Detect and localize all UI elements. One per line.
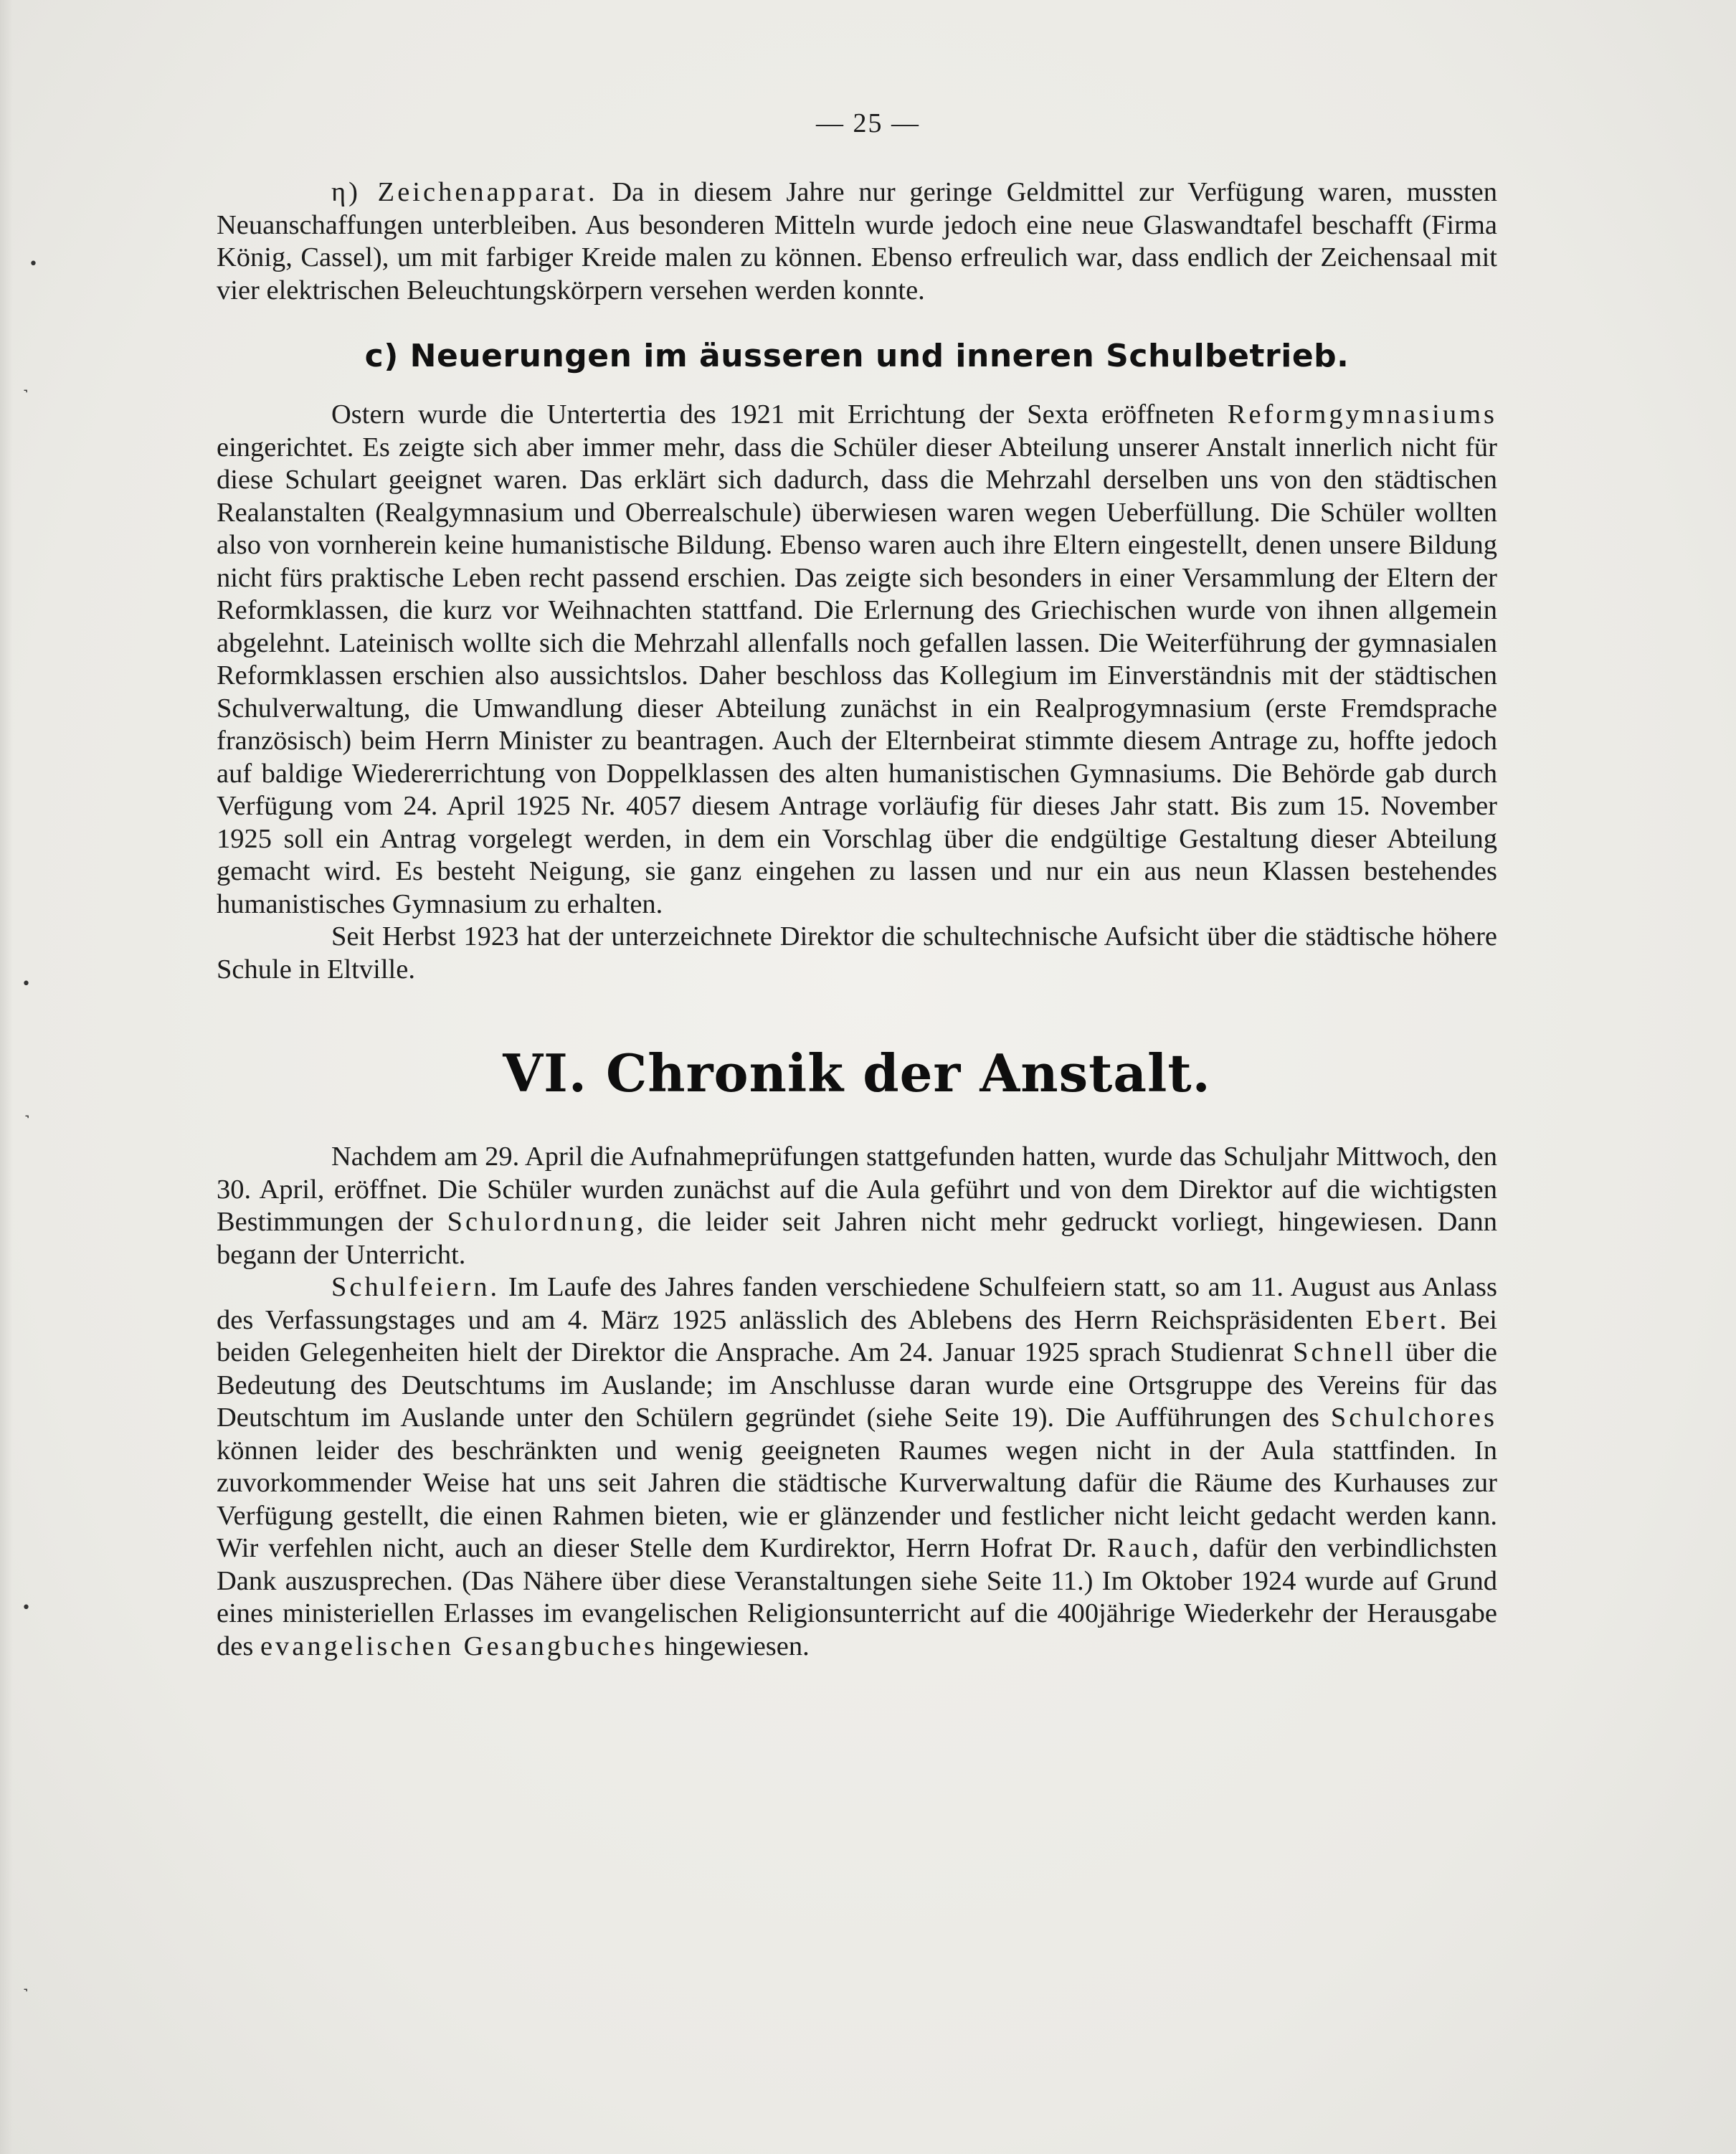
paragraph-zeichenapparat bbox=[217, 176, 1497, 307]
paragraph-text: , dafür den verbindlichsten Dank auszusprechen. (Das Nähere über diese Veranstaltungen siehe Seite 11.) Im Oktober 1924 wurde auf Grund eines ministeriellen Erlasses im evangelischen Religionsunterricht auf die 400jährige Wiederkehr der Herausgabe des bbox=[217, 1533, 1497, 1661]
spaced-term: Reformgymnasiums bbox=[1227, 399, 1498, 430]
spaced-term: Schulordnung bbox=[447, 1207, 637, 1237]
margin-mark: • bbox=[29, 255, 38, 273]
paragraph-text: eingerichtet. Es zeigte sich aber immer mehr, dass die Schüler dieser Abteilung unserer Anstalt innerlich nicht für diese Schulart geeignet waren. Das erklärt sich dadurch, dass die Mehrzahl derselben uns von den städtischen Realanstalten (Realgymnasium und Oberrealschule) überwiesen waren wegen Ueberfüllung. Die Schüler wollten also von vornherein keine humanistische Bildung. Ebenso waren auch ihre Eltern eingestellt, denen unsere Bildung nicht fürs praktische Leben recht passend erschien. Das zeigte sich besonders in einer Versammlung der Eltern der Reformklassen, die kurz vor Weihnachten stattfand. Die Erlernung des Griechischen wurde von ihnen allgemein abgelehnt. Lateinisch wollte sich die Mehrzahl allenfalls noch gefallen lassen. Die Weiterführung der gymnasialen Reformklassen erschien also aussichtslos. Daher beschloss das Kollegium im Einverständnis mit der städtischen Schulverwaltung, die Umwandlung dieser Abteilung zunächst in ein Realprogymnasium (erste Fremdsprache französisch) beim Herrn Minister zu beantragen. Auch der Elternbeirat stimmte diesem Antrage zu, hoffte jedoch auf baldige Wiedererrichtung von Doppelklassen des alten humanistischen Gymnasiums. Die Behörde gab durch Verfügung vom 24. April 1925 Nr. 4057 diesem Antrage vorläufig für dieses Jahr statt. Bis zum 15. November 1925 soll ein Antrag vorgelegt werden, in dem ein Vorschlag über die endgültige Gestaltung dieser Abteilung gemacht wird. Es besteht Neigung, sie ganz eingehen zu lassen und nur ein aus neun Klassen bestehendes humanistisches Gymnasium zu erhalten. bbox=[217, 432, 1497, 919]
paragraph-text: Im Laufe des Jahres fanden verschiedene Schulfeiern statt, so am 11. August aus Anlass des Verfassungstages und am 4. März 1925 anlässlich des Ablebens des Herrn Reichspräsidenten bbox=[217, 1272, 1498, 1335]
page-body bbox=[217, 176, 1497, 1663]
paragraph-text: Nachdem am 29. April die Aufnahmeprüfungen stattgefunden hatten, wurde das Schuljahr Mittwoch, den 30. April, eröffnet. Die Schüler wurden zunächst auf die Aula geführt und von dem Direktor auf die wichtigsten Bestimmungen der bbox=[217, 1142, 1497, 1237]
section-heading-chronik: VI. Chronik der Anstalt. bbox=[503, 1043, 1211, 1104]
margin-mark: ˺ bbox=[23, 388, 29, 406]
paragraph-neuerungen-2: Seit Herbst 1923 hat der unterzeichnete Direktor die schultechnische Aufsicht über die städtische höhere Schule in Eltville. bbox=[217, 921, 1497, 985]
margin-mark: • bbox=[22, 975, 31, 993]
paragraph-text: Da in diesem Jahre nur geringe Geldmittel zur Verfügung waren, mussten Neuanschaffungen unterbleiben. Aus besonderen Mitteln wurde jedoch eine neue Glaswandtafel beschafft (Firma König, Cassel), um mit farbiger Kreide malen zu können. Ebenso erfreulich war, dass endlich der Zeichensaal mit vier elektrischen Beleuchtungskörpern versehen werden konnte. bbox=[217, 177, 1497, 305]
spaced-term: Schulchores bbox=[1330, 1403, 1497, 1433]
spaced-term: evangelischen Gesangbuches bbox=[260, 1631, 658, 1661]
item-label: Schulfeiern. bbox=[331, 1272, 501, 1302]
spaced-name: Rauch bbox=[1106, 1533, 1192, 1563]
page-number: — 25 — bbox=[816, 108, 920, 138]
paragraph-neuerungen-1 bbox=[217, 399, 1497, 921]
spaced-name: Schnell bbox=[1293, 1337, 1396, 1367]
paragraph-text: hingewiesen. bbox=[664, 1631, 810, 1661]
item-label: η) Zeichenapparat. bbox=[331, 177, 598, 207]
margin-mark: ˺ bbox=[23, 1987, 29, 2005]
paragraph-text: Ostern wurde die Untertertia des 1921 mit Errichtung der Sexta eröffneten bbox=[331, 399, 1215, 430]
spaced-name: Ebert bbox=[1365, 1304, 1440, 1335]
paragraph-chronik-2 bbox=[217, 1271, 1497, 1663]
sub-heading-neuerungen: c) Neuerungen im äusseren und inneren Schulbetrieb. bbox=[364, 338, 1350, 374]
paragraph-text: können leider des beschränkten und wenig geeigneten Raumes wegen nicht in der Aula stattfinden. In zuvorkommender Weise hat uns seit Jahren die städtische Kurverwaltung dafür die Räume des Kurhauses zur Verfügung gestellt, die einen Rahmen bieten, wie er glänzender und festlicher nicht leicht gedacht werden kann. Wir verfehlen nicht, auch an dieser Stelle dem Kurdirektor, Herrn Hofrat Dr. bbox=[217, 1435, 1497, 1563]
paragraph-text: über die Bedeutung des Deutschtums im Auslande; im Anschlusse daran wurde eine Ortsgruppe des Vereins für das Deutschtum im Auslande unter den Schülern gegründet (siehe Seite 19). Die Aufführungen des bbox=[217, 1337, 1497, 1433]
margin-mark: • bbox=[22, 1599, 31, 1617]
margin-mark: ˺ bbox=[24, 1114, 30, 1131]
binding-edge bbox=[0, 0, 13, 2154]
paragraph-text: , die leider seit Jahren nicht mehr gedruckt vorliegt, hingewiesen. Dann begann der Unterricht. bbox=[217, 1207, 1497, 1270]
paragraph-chronik-1 bbox=[217, 1141, 1497, 1271]
paragraph-text: . Bei beiden Gelegenheiten hielt der Direktor die Ansprache. Am 24. Januar 1925 sprach Studienrat bbox=[217, 1304, 1498, 1367]
